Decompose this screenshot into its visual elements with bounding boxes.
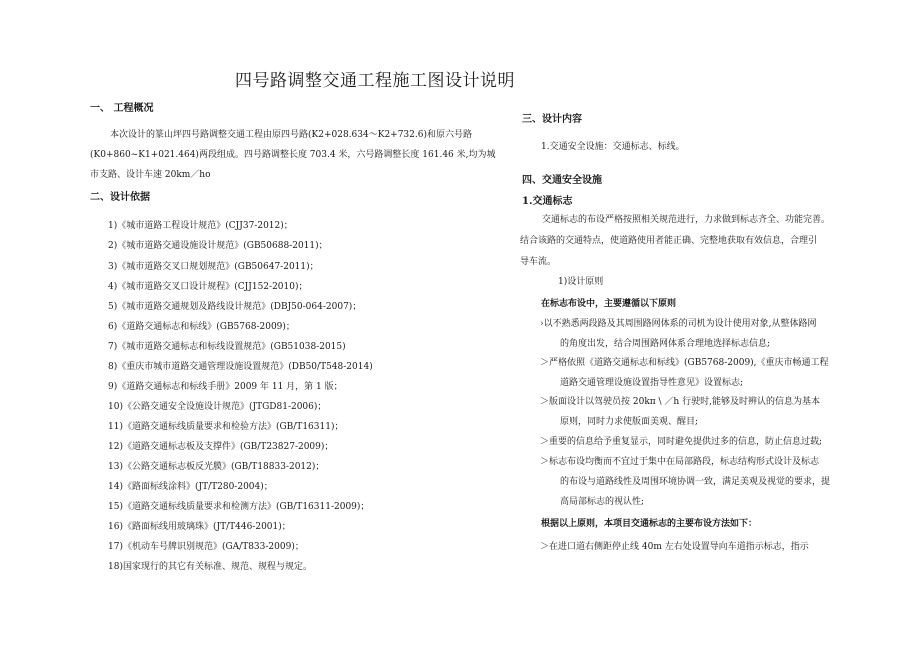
principle-intro: 在标志布设中，主要遵循以下原则 [541, 299, 677, 309]
bullet-line: ›以不熟悉两段路及其周围路网体系的司机为设计使用对象,从整体路网 [540, 319, 817, 329]
layout-method-summary: 根据以上原则，本项目交通标志的主要布设方法如下： [541, 519, 758, 529]
page-title: 四号路调整交通工程施工图设计说明 [235, 71, 515, 91]
bullet-line: ＞严格依照《道路交通标志和标线》(GB5768-2009),《重庆市畅通工程 [540, 358, 829, 368]
section-3-heading: 三、设计内容 [522, 114, 582, 125]
principle-bullet [540, 392, 820, 432]
principle-bullet [540, 452, 830, 512]
bullet-line: 的布设与道路线性及周围环境协调一致，满足美观及视觉的要求，提 [560, 477, 831, 487]
reference-item: 3)《城市道路交叉口规划规范》(GB50647-2011)； [108, 262, 319, 272]
bullet-line: 的角度出发，结合周围路网体系合理地选择标志信息; [560, 339, 771, 349]
bullet-line: 原则，同时力求使版面美观、醒目; [560, 417, 699, 427]
section-1-line: 市支路、设计车速 20km／ho [90, 170, 211, 180]
principle-bullet [540, 314, 816, 354]
bullet-line: ＞版面设计以驾驶员按 20kπ \ ／h 行驶时,能够及时辨认的信息为基本 [540, 397, 820, 407]
reference-item: 16)《路面标线用玻璃珠》(JT/T446-2001)； [108, 522, 291, 532]
section-3-text: 1.交通安全设施：交通标志、标线。 [541, 142, 685, 152]
section-1-body [90, 125, 496, 185]
paragraph-line: 结合该路的交通特点，使道路使用者能正确、完整地获取有效信息，合理引 [520, 236, 818, 246]
section-1-line: 本次设计的篆山坪四号路调整交通工程由原四号路(K2+028.634～K2+732.6)和原六号路 [110, 130, 472, 140]
layout-method-item: ＞在进口道右侧距停止线 40m 左右处设置导向车道指示标志，指示 [540, 542, 809, 552]
traffic-sign-heading: 1.交通标志 [522, 196, 573, 207]
principle-bullet [540, 353, 829, 393]
traffic-sign-paragraph [520, 210, 830, 273]
reference-item: 15)《道路交通标线质量要求和检测方法》(GB/T16311-2009)； [108, 502, 370, 512]
reference-item: 4)《城市道路交叉口设计规程》(CJJ152-2010)； [108, 282, 308, 292]
principle-bullet [540, 432, 822, 452]
reference-item: 7)《城市道路交通标志和标线设置规范》(GB51038-2015) [108, 342, 346, 352]
reference-item: 2)《城市道路交通设施设计规范》(GB50688-2011)； [108, 241, 328, 251]
paragraph-line: 交通标志的布设严格按照相关规范进行，力求做到标志齐全、功能完善。 [542, 215, 831, 225]
reference-item: 1)《城市道路工程设计规范》(CJJ37-2012)； [108, 221, 293, 231]
design-principle-label: 1)设计原则 [558, 277, 604, 287]
section-2-heading: 二、设计依据 [90, 192, 150, 203]
bullet-line: ＞标志布设均衡而不宜过于集中在局部路段，标志结构形式设计及标志 [540, 457, 820, 467]
reference-item: 8)《重庆市城市道路交通管理设施设置规范》(DB50/T548-2014) [108, 362, 373, 372]
reference-item: 10)《公路交通安全设施设计规范》(JTGD81-2006)； [108, 402, 327, 412]
reference-item: 5)《城市道路交通规划及路线设计规范》(DBJ50-064-2007)； [108, 302, 362, 312]
reference-item: 11)《道路交通标线质量要求和检验方法》(GB/T16311)； [108, 422, 344, 432]
bullet-line: 高局部标志的视认性; [560, 497, 645, 507]
bullet-line: 道路交通管理设施设置指导性意见》设置标志; [560, 378, 744, 388]
section-1-heading: 一、 工程概况 [90, 103, 154, 114]
section-1-line: (K0+860~K1+021.464)两段组成。四号路调整长度 703.4 米，六号路调整长度 161.46 米,均为城 [90, 150, 496, 160]
reference-item: 17)《机动车号牌识别规范》(GA/T833-2009)； [108, 542, 304, 552]
section-4-heading: 四、交通安全设施 [522, 175, 602, 186]
paragraph-line: 导车流。 [520, 257, 557, 267]
reference-item: 18)国家现行的其它有关标准、规范、规程与规定。 [108, 562, 312, 572]
reference-item: 9)《道路交通标志和标线手册》2009 年 11 月，第 1 版； [108, 382, 343, 392]
reference-item: 14)《路面标线涂料》(JT/T280-2004)； [108, 482, 273, 492]
bullet-line: ＞重要的信息给予重复显示，同时避免提供过多的信息，防止信息过载; [540, 437, 823, 447]
reference-item: 6)《道路交通标志和标线》(GB5768-2009)； [108, 322, 295, 332]
reference-item: 12)《道路交通标志板及支撑件》(GB/T23827-2009)； [108, 442, 334, 452]
reference-item: 13)《公路交通标志板反光膜》(GB/T18833-2012)； [108, 462, 325, 472]
